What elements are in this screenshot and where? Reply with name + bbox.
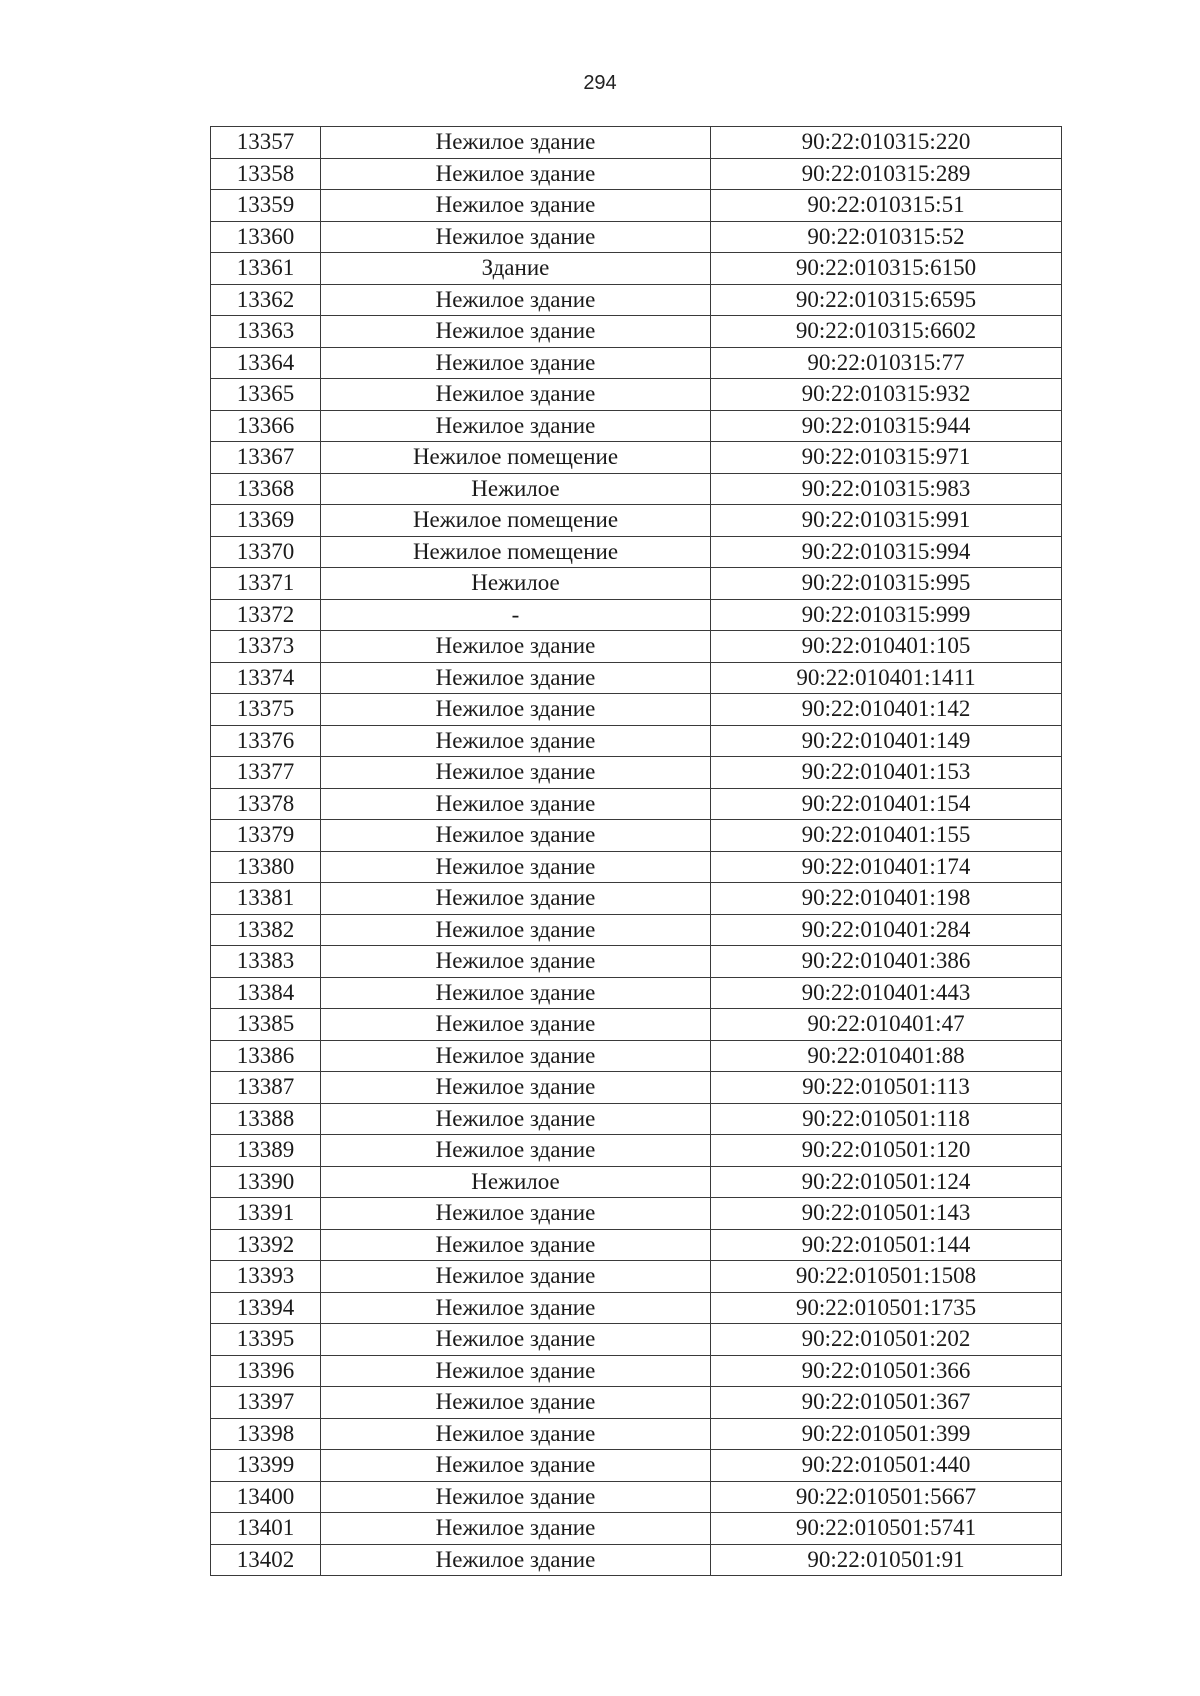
row-number-cell: 13382 xyxy=(211,914,321,946)
cadastral-number-cell: 90:22:010401:142 xyxy=(711,694,1062,726)
object-type-cell: Нежилое xyxy=(321,568,711,600)
cadastral-number-cell: 90:22:010501:367 xyxy=(711,1387,1062,1419)
cadastral-number-cell: 90:22:010501:1735 xyxy=(711,1292,1062,1324)
row-number-cell: 13393 xyxy=(211,1261,321,1293)
object-type-cell: Нежилое здание xyxy=(321,820,711,852)
cadastral-number-cell: 90:22:010501:366 xyxy=(711,1355,1062,1387)
row-number-cell: 13391 xyxy=(211,1198,321,1230)
table-row xyxy=(211,631,1062,663)
row-number-cell: 13367 xyxy=(211,442,321,474)
cadastral-number-cell: 90:22:010315:52 xyxy=(711,221,1062,253)
table-row xyxy=(211,221,1062,253)
row-number-cell: 13378 xyxy=(211,788,321,820)
object-type-cell: Нежилое здание xyxy=(321,757,711,789)
object-type-cell: Нежилое здание xyxy=(321,1072,711,1104)
row-number-cell: 13363 xyxy=(211,316,321,348)
cadastral-number-cell: 90:22:010401:153 xyxy=(711,757,1062,789)
cadastral-number-cell: 90:22:010401:284 xyxy=(711,914,1062,946)
row-number-cell: 13388 xyxy=(211,1103,321,1135)
table-row xyxy=(211,788,1062,820)
table-row xyxy=(211,568,1062,600)
row-number-cell: 13398 xyxy=(211,1418,321,1450)
cadastral-number-cell: 90:22:010315:51 xyxy=(711,190,1062,222)
cadastral-number-cell: 90:22:010501:440 xyxy=(711,1450,1062,1482)
cadastral-number-cell: 90:22:010401:155 xyxy=(711,820,1062,852)
cadastral-number-cell: 90:22:010501:5741 xyxy=(711,1513,1062,1545)
cadastral-number-cell: 90:22:010401:198 xyxy=(711,883,1062,915)
object-type-cell: Нежилое здание xyxy=(321,1135,711,1167)
row-number-cell: 13394 xyxy=(211,1292,321,1324)
object-type-cell: Нежилое здание xyxy=(321,631,711,663)
row-number-cell: 13362 xyxy=(211,284,321,316)
table-row xyxy=(211,662,1062,694)
table-row xyxy=(211,914,1062,946)
table-row xyxy=(211,946,1062,978)
table-row xyxy=(211,442,1062,474)
object-type-cell: Нежилое здание xyxy=(321,1544,711,1576)
object-type-cell: Нежилое здание xyxy=(321,1355,711,1387)
object-type-cell: Нежилое здание xyxy=(321,347,711,379)
object-type-cell: Нежилое здание xyxy=(321,316,711,348)
table-row xyxy=(211,1324,1062,1356)
table-row xyxy=(211,599,1062,631)
row-number-cell: 13370 xyxy=(211,536,321,568)
object-type-cell: Нежилое здание xyxy=(321,788,711,820)
cadastral-number-cell: 90:22:010315:999 xyxy=(711,599,1062,631)
table-row xyxy=(211,851,1062,883)
row-number-cell: 13386 xyxy=(211,1040,321,1072)
row-number-cell: 13369 xyxy=(211,505,321,537)
object-type-cell: - xyxy=(321,599,711,631)
object-type-cell: Нежилое здание xyxy=(321,379,711,411)
object-type-cell: Нежилое здание xyxy=(321,977,711,1009)
object-type-cell: Нежилое здание xyxy=(321,883,711,915)
object-type-cell: Нежилое здание xyxy=(321,1324,711,1356)
object-type-cell: Нежилое здание xyxy=(321,190,711,222)
cadastral-number-cell: 90:22:010401:47 xyxy=(711,1009,1062,1041)
table-row xyxy=(211,1198,1062,1230)
object-type-cell: Нежилое здание xyxy=(321,946,711,978)
object-type-cell: Нежилое здание xyxy=(321,1513,711,1545)
table-row xyxy=(211,1481,1062,1513)
row-number-cell: 13360 xyxy=(211,221,321,253)
object-type-cell: Нежилое здание xyxy=(321,158,711,190)
table-row xyxy=(211,1040,1062,1072)
cadastral-number-cell: 90:22:010315:991 xyxy=(711,505,1062,537)
row-number-cell: 13357 xyxy=(211,127,321,159)
object-type-cell: Нежилое здание xyxy=(321,725,711,757)
cadastral-number-cell: 90:22:010501:399 xyxy=(711,1418,1062,1450)
row-number-cell: 13365 xyxy=(211,379,321,411)
object-type-cell: Нежилое здание xyxy=(321,284,711,316)
table-row xyxy=(211,190,1062,222)
cadastral-number-cell: 90:22:010501:144 xyxy=(711,1229,1062,1261)
object-type-cell: Нежилое здание xyxy=(321,1009,711,1041)
object-type-cell: Нежилое здание xyxy=(321,662,711,694)
object-type-cell: Нежилое здание xyxy=(321,1103,711,1135)
table-row xyxy=(211,1009,1062,1041)
cadastral-number-cell: 90:22:010315:6602 xyxy=(711,316,1062,348)
row-number-cell: 13368 xyxy=(211,473,321,505)
row-number-cell: 13380 xyxy=(211,851,321,883)
row-number-cell: 13387 xyxy=(211,1072,321,1104)
row-number-cell: 13376 xyxy=(211,725,321,757)
cadastral-number-cell: 90:22:010501:113 xyxy=(711,1072,1062,1104)
table-row xyxy=(211,757,1062,789)
cadastral-number-cell: 90:22:010315:932 xyxy=(711,379,1062,411)
table-row xyxy=(211,1135,1062,1167)
table-row xyxy=(211,820,1062,852)
table-row xyxy=(211,1292,1062,1324)
registry-table xyxy=(210,126,1062,1576)
row-number-cell: 13395 xyxy=(211,1324,321,1356)
object-type-cell: Нежилое здание xyxy=(321,1481,711,1513)
row-number-cell: 13390 xyxy=(211,1166,321,1198)
table-row xyxy=(211,410,1062,442)
object-type-cell: Нежилое здание xyxy=(321,1229,711,1261)
object-type-cell: Нежилое здание xyxy=(321,1040,711,1072)
cadastral-number-cell: 90:22:010401:105 xyxy=(711,631,1062,663)
object-type-cell: Нежилое здание xyxy=(321,1261,711,1293)
row-number-cell: 13374 xyxy=(211,662,321,694)
object-type-cell: Нежилое xyxy=(321,1166,711,1198)
row-number-cell: 13379 xyxy=(211,820,321,852)
table-row xyxy=(211,725,1062,757)
row-number-cell: 13366 xyxy=(211,410,321,442)
cadastral-number-cell: 90:22:010501:124 xyxy=(711,1166,1062,1198)
row-number-cell: 13381 xyxy=(211,883,321,915)
row-number-cell: 13375 xyxy=(211,694,321,726)
cadastral-number-cell: 90:22:010501:1508 xyxy=(711,1261,1062,1293)
object-type-cell: Нежилое здание xyxy=(321,851,711,883)
row-number-cell: 13384 xyxy=(211,977,321,1009)
row-number-cell: 13361 xyxy=(211,253,321,285)
row-number-cell: 13364 xyxy=(211,347,321,379)
table-row xyxy=(211,253,1062,285)
object-type-cell: Нежилое помещение xyxy=(321,442,711,474)
table-row xyxy=(211,473,1062,505)
cadastral-number-cell: 90:22:010315:289 xyxy=(711,158,1062,190)
table-row xyxy=(211,1166,1062,1198)
row-number-cell: 13402 xyxy=(211,1544,321,1576)
cadastral-number-cell: 90:22:010315:6595 xyxy=(711,284,1062,316)
object-type-cell: Нежилое помещение xyxy=(321,505,711,537)
object-type-cell: Нежилое здание xyxy=(321,1450,711,1482)
cadastral-number-cell: 90:22:010315:994 xyxy=(711,536,1062,568)
table-row xyxy=(211,347,1062,379)
cadastral-number-cell: 90:22:010501:91 xyxy=(711,1544,1062,1576)
row-number-cell: 13400 xyxy=(211,1481,321,1513)
cadastral-number-cell: 90:22:010501:143 xyxy=(711,1198,1062,1230)
table-row xyxy=(211,883,1062,915)
table-row xyxy=(211,1103,1062,1135)
table-row xyxy=(211,316,1062,348)
cadastral-number-cell: 90:22:010315:77 xyxy=(711,347,1062,379)
object-type-cell: Нежилое здание xyxy=(321,1292,711,1324)
table-row xyxy=(211,284,1062,316)
table-row xyxy=(211,1450,1062,1482)
object-type-cell: Нежилое здание xyxy=(321,1387,711,1419)
cadastral-number-cell: 90:22:010315:220 xyxy=(711,127,1062,159)
cadastral-number-cell: 90:22:010315:944 xyxy=(711,410,1062,442)
cadastral-number-cell: 90:22:010501:202 xyxy=(711,1324,1062,1356)
cadastral-number-cell: 90:22:010401:154 xyxy=(711,788,1062,820)
row-number-cell: 13373 xyxy=(211,631,321,663)
table-row xyxy=(211,1261,1062,1293)
table-row xyxy=(211,977,1062,1009)
page-number: 294 xyxy=(583,72,617,94)
object-type-cell: Нежилое здание xyxy=(321,410,711,442)
table-row xyxy=(211,1513,1062,1545)
cadastral-number-cell: 90:22:010401:149 xyxy=(711,725,1062,757)
cadastral-number-cell: 90:22:010401:174 xyxy=(711,851,1062,883)
row-number-cell: 13401 xyxy=(211,1513,321,1545)
row-number-cell: 13372 xyxy=(211,599,321,631)
table-row xyxy=(211,1229,1062,1261)
object-type-cell: Нежилое здание xyxy=(321,127,711,159)
table-row xyxy=(211,379,1062,411)
table-row xyxy=(211,158,1062,190)
table-body xyxy=(211,127,1062,1576)
table-row xyxy=(211,1544,1062,1576)
row-number-cell: 13358 xyxy=(211,158,321,190)
row-number-cell: 13399 xyxy=(211,1450,321,1482)
cadastral-number-cell: 90:22:010501:118 xyxy=(711,1103,1062,1135)
cadastral-number-cell: 90:22:010315:995 xyxy=(711,568,1062,600)
row-number-cell: 13359 xyxy=(211,190,321,222)
row-number-cell: 13385 xyxy=(211,1009,321,1041)
table-row xyxy=(211,1355,1062,1387)
cadastral-number-cell: 90:22:010315:6150 xyxy=(711,253,1062,285)
table-row xyxy=(211,1072,1062,1104)
cadastral-number-cell: 90:22:010401:1411 xyxy=(711,662,1062,694)
row-number-cell: 13396 xyxy=(211,1355,321,1387)
row-number-cell: 13371 xyxy=(211,568,321,600)
cadastral-number-cell: 90:22:010315:983 xyxy=(711,473,1062,505)
object-type-cell: Нежилое здание xyxy=(321,914,711,946)
table-row xyxy=(211,536,1062,568)
object-type-cell: Нежилое здание xyxy=(321,1418,711,1450)
table-row xyxy=(211,127,1062,159)
object-type-cell: Нежилое здание xyxy=(321,1198,711,1230)
object-type-cell: Здание xyxy=(321,253,711,285)
cadastral-number-cell: 90:22:010401:386 xyxy=(711,946,1062,978)
table-row xyxy=(211,1387,1062,1419)
object-type-cell: Нежилое здание xyxy=(321,694,711,726)
cadastral-number-cell: 90:22:010501:120 xyxy=(711,1135,1062,1167)
row-number-cell: 13392 xyxy=(211,1229,321,1261)
row-number-cell: 13383 xyxy=(211,946,321,978)
table-row xyxy=(211,694,1062,726)
table-row xyxy=(211,505,1062,537)
row-number-cell: 13389 xyxy=(211,1135,321,1167)
table-row xyxy=(211,1418,1062,1450)
cadastral-number-cell: 90:22:010501:5667 xyxy=(711,1481,1062,1513)
object-type-cell: Нежилое здание xyxy=(321,221,711,253)
object-type-cell: Нежилое помещение xyxy=(321,536,711,568)
row-number-cell: 13377 xyxy=(211,757,321,789)
cadastral-number-cell: 90:22:010401:88 xyxy=(711,1040,1062,1072)
cadastral-number-cell: 90:22:010315:971 xyxy=(711,442,1062,474)
row-number-cell: 13397 xyxy=(211,1387,321,1419)
object-type-cell: Нежилое xyxy=(321,473,711,505)
cadastral-number-cell: 90:22:010401:443 xyxy=(711,977,1062,1009)
